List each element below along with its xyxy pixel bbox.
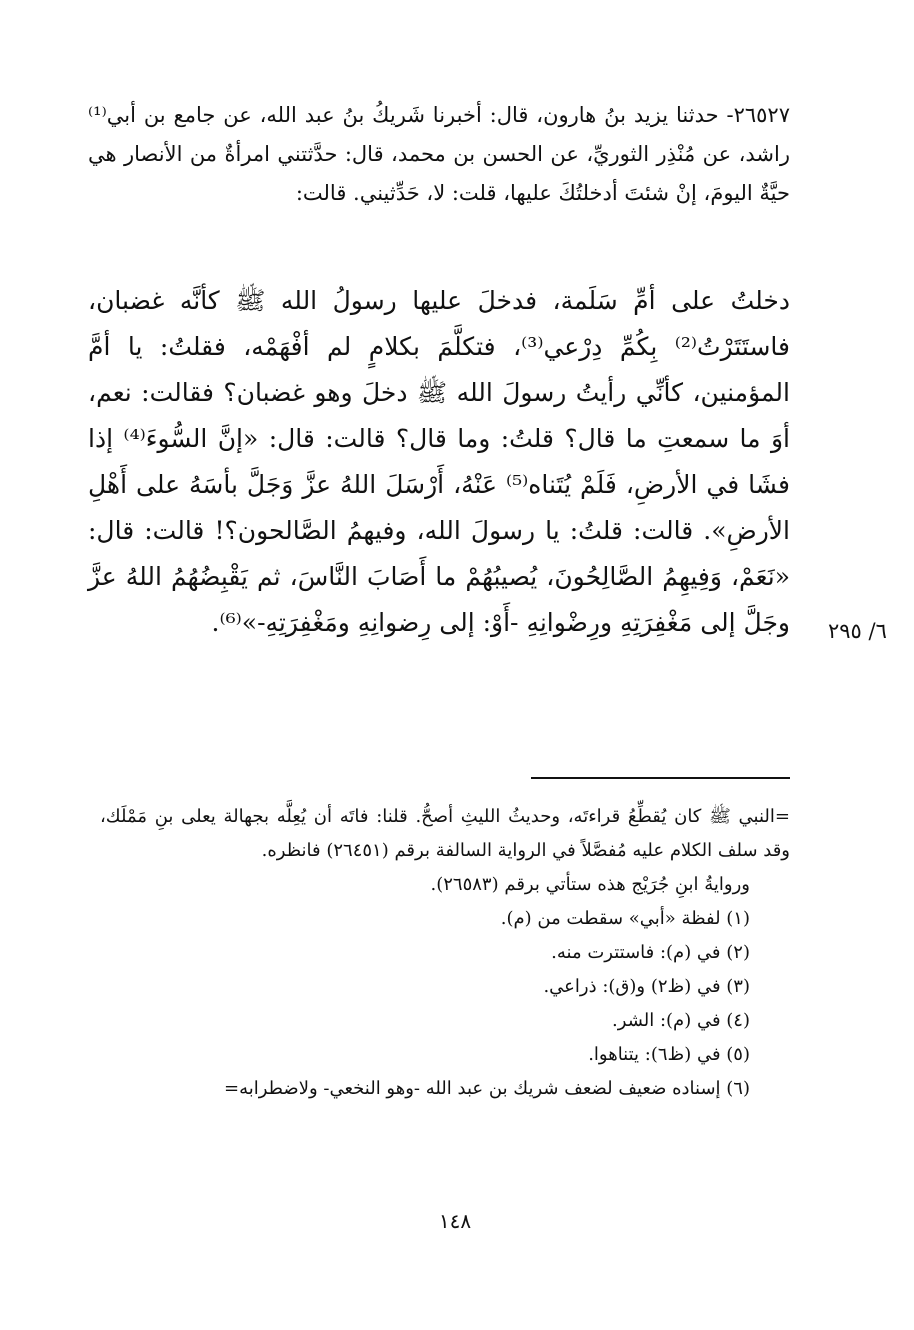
footnote-2: (٢) في (م): فاستترت منه. [551, 942, 750, 963]
page-number: ١٤٨ [438, 1209, 472, 1233]
footnote-ibn-jurayj-note: وروايةُ ابنِ جُرَيْج هذه ستأتي برقم (٢٦٥٨٣). [430, 874, 750, 895]
footnote-1: (١) لفظة «أبي» سقطت من (م). [500, 908, 750, 929]
hadith-matn-paragraph: دخلتُ على أمِّ سَلَمة، فدخلَ عليها رسولُ الله ﷺ كأنَّه غضبان، فاستَتَرْتُ⁽²⁾ بِكُمِّ دِرْعي⁽³⁾، فتكلَّمَ بكلامٍ لم أفْهَمْه، فقلتُ: يا أمَّ المؤمنين، كأنِّي رأيتُ رسولَ الله ﷺ دخلَ وهو غضبان؟ فقالت: نعم، أوَ ما سمعتِ ما قال؟ قلتُ: وما قال؟ قالت: قال: «إنَّ السُّوءَ⁽⁴⁾ إذا فشَا في الأرضِ، فَلَمْ يُتَناه⁽⁵⁾ عَنْهُ، أَرْسَلَ اللهُ عزَّ وَجَلَّ بأسَهُ على أَهْلِ الأرضِ». قالت: قلتُ: يا رسولَ الله، وفيهمُ الصَّالحون؟! قالت: قال: «نَعَمْ، وَفِيهِمُ الصَّالِحُونَ، يُصيبُهُمْ ما أَصَابَ النَّاسَ، ثم يَقْبِضُهُمُ اللهُ عزَّ وجَلَّ إلى مَغْفِرَتِهِ ورِضْوانِهِ -أَوْ: إلى رِضوانِهِ ومَغْفِرَتِهِ-»⁽⁶⁾. [88, 286, 790, 637]
hadith-isnad-paragraph: ٢٦٥٢٧- حدثنا يزيد بنُ هارون، قال: أخبرنا شَريكُ بنُ عبد الله، عن جامع بن أبي⁽¹⁾ راشد، عن مُنْذِر الثوريِّ، عن الحسن بن محمد، قال: حدَّثتني امرأةٌ من الأنصار هي حيَّةٌ اليومَ، إنْ شئتَ أدخلتُكَ عليها، قلت: لا، حَدِّثيني. قالت: [88, 103, 790, 205]
footnotes-section [100, 800, 790, 1106]
footnote-6: (٦) إسناده ضعيف لضعف شريك بن عبد الله -وهو النخعي- ولاضطرابه= [223, 1078, 750, 1099]
footnote-separator-line [531, 777, 790, 779]
footnote-4: (٤) في (م): الشر. [612, 1010, 750, 1031]
footnote-continuation: =النبي ﷺ كان يُقطِّعُ قراءتَه، وحديثُ الليثِ أصحُّ. قلنا: فاتَه أن يُعِلَّه بجهالة يعلى بنِ مَمْلَك، وقد سلف الكلام عليه مُفصَّلاً في الرواية السالفة برقم (٢٦٤٥١) فانظره. [100, 806, 790, 861]
margin-volume-page-reference: ٦/ ٢٩٥ [828, 619, 887, 643]
footnote-5: (٥) في (ظ٦): يتناهوا. [588, 1044, 750, 1065]
footnote-3: (٣) في (ظ٢) و(ق): ذراعي. [543, 976, 750, 997]
